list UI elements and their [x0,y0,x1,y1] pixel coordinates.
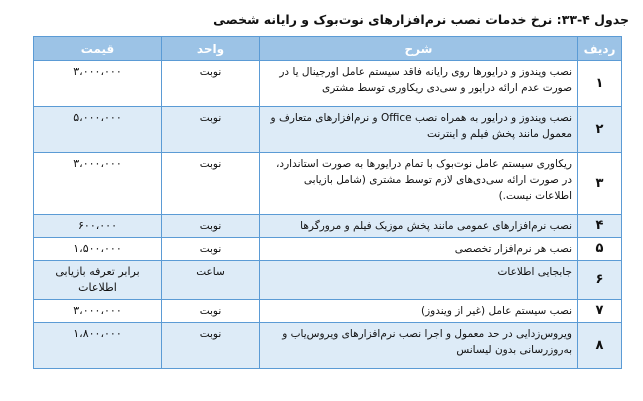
row-index: ۶ [578,261,622,300]
table-row [34,300,622,323]
row-price: ۶۰۰،۰۰۰ [34,215,162,238]
row-unit: ساعت [162,261,260,300]
row-description: جابجایی اطلاعات [260,261,578,300]
table-row [34,323,622,369]
row-unit: نوبت [162,215,260,238]
row-unit: نوبت [162,238,260,261]
row-price: ۱،۸۰۰،۰۰۰ [34,323,162,369]
table-row [34,215,622,238]
row-index: ۲ [578,107,622,153]
row-index: ۵ [578,238,622,261]
header-description: شرح [260,37,578,61]
row-index: ۱ [578,61,622,107]
row-unit: نوبت [162,61,260,107]
header-unit: واحد [162,37,260,61]
table-header-row [34,37,622,61]
table-row [34,107,622,153]
row-unit: نوبت [162,300,260,323]
row-description: ریکاوری سیستم عامل نوت‌بوک با تمام درایورها به صورت استاندارد، در صورت ارائه سی‌دی‌های لازم توسط مشتری (شامل بازیابی اطلاعات نیست.) [260,153,578,215]
tariff-table [33,36,622,369]
header-price: قیمت [34,37,162,61]
row-price: ۱،۵۰۰،۰۰۰ [34,238,162,261]
row-price: ۳،۰۰۰،۰۰۰ [34,300,162,323]
table-row [34,61,622,107]
table-row [34,153,622,215]
row-index: ۴ [578,215,622,238]
row-index: ۸ [578,323,622,369]
row-index: ۳ [578,153,622,215]
row-unit: نوبت [162,153,260,215]
row-unit: نوبت [162,107,260,153]
row-description: نصب نرم‌افزارهای عمومی مانند پخش موزیک فیلم و مرورگرها [260,215,578,238]
row-description: نصب ویندوز و درایورها روی رایانه فاقد سیستم عامل اورجینال یا در صورت عدم ارائه درایور و سی‌دی ریکاوری توسط مشتری [260,61,578,107]
row-description: نصب ویندوز و درایور به همراه نصب Office و نرم‌افزارهای متعارف و معمول مانند پخش فیلم و اینترنت [260,107,578,153]
row-description: نصب سیستم عامل (غیر از ویندوز) [260,300,578,323]
table-row [34,261,622,300]
table-caption: جدول ۴-۳۳: نرخ خدمات نصب نرم‌افزارهای نوت‌بوک و رایانه شخصی [213,12,629,27]
table-row [34,238,622,261]
row-price: ۵،۰۰۰،۰۰۰ [34,107,162,153]
row-unit: نوبت [162,323,260,369]
row-index: ۷ [578,300,622,323]
row-description: ویروس‌زدایی در حد معمول و اجرا نصب نرم‌افزارهای ویروس‌یاب و به‌روزرسانی بدون لیسانس [260,323,578,369]
row-price: ۳،۰۰۰،۰۰۰ [34,153,162,215]
row-price: برابر تعرفه بازیابی اطلاعات [34,261,162,300]
row-description: نصب هر نرم‌افزار تخصصی [260,238,578,261]
header-index: ردیف [578,37,622,61]
row-price: ۳،۰۰۰،۰۰۰ [34,61,162,107]
